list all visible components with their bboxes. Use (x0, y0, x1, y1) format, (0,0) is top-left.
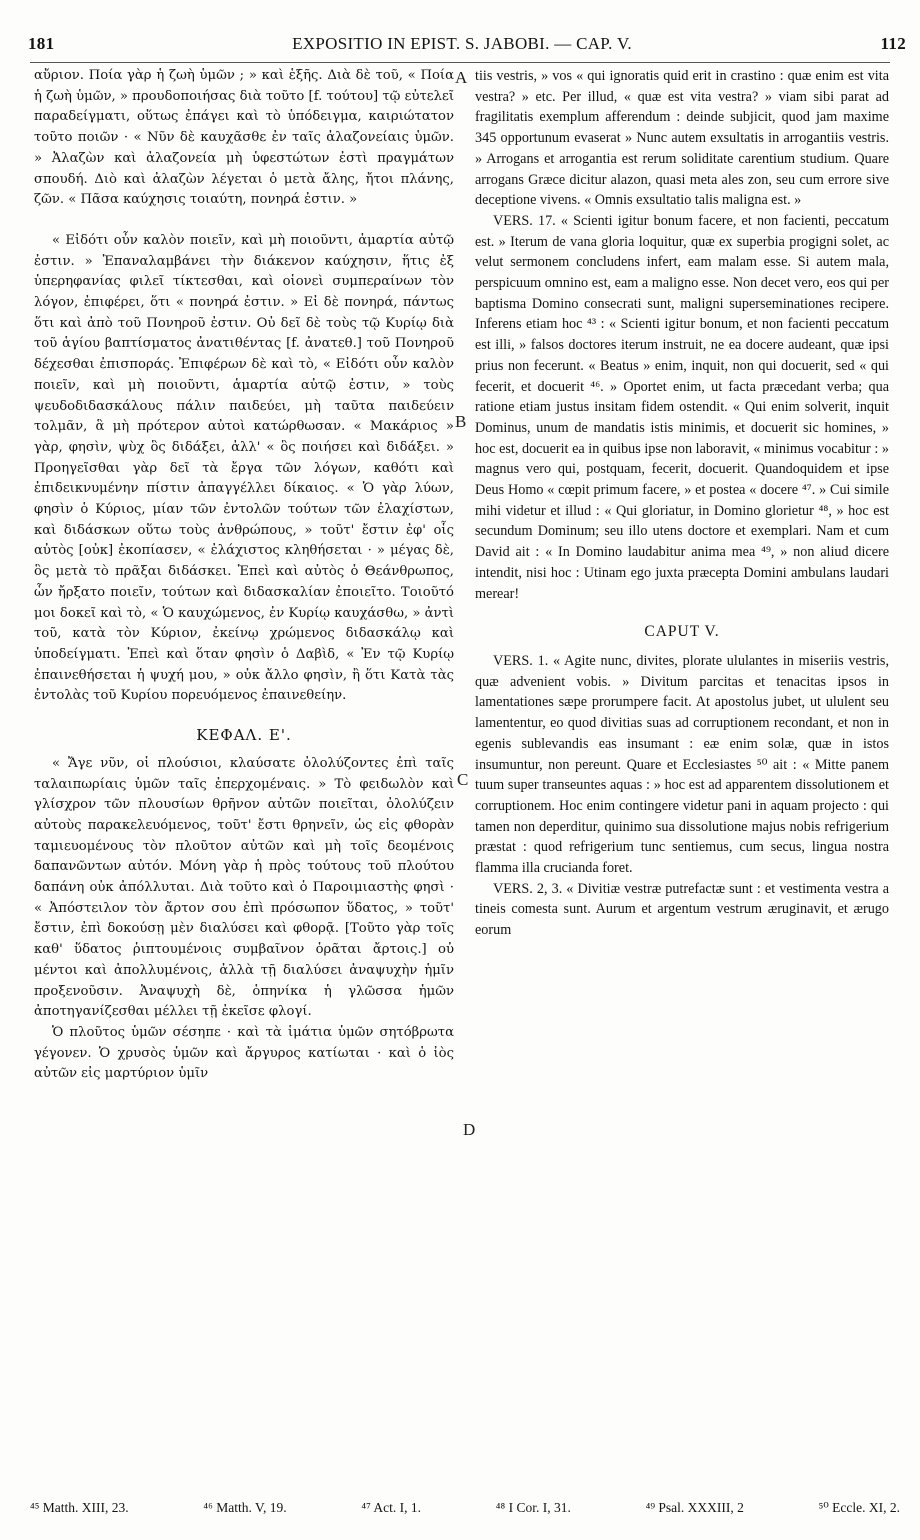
page-number-right: 112 (880, 34, 906, 53)
latin-paragraph: VERS. 1. « Agite nunc, divites, plorate ululantes in miseriis vestris, quæ advenient vobis. » Divitum parcitas et tenacitas ipsos in lamentationes sæpe prorumpere facit. At apostolus jubet, ut ululent seu lamententur, eo quod divitias suas ad corruptionem recondant, et non in egenis sublevandis eas insumant : eæ enim solæ, quæ in istos insumuntur, non pereunt. Quare et Ecclesiastes ⁵⁰ ait : « Mitte panem tuum super transeuntes aquas : » hoc est ad apparentem dissolutionem et corruptionem. Hoc enim contingere videtur pani in aquam projecto : qui tamen non deperditur, quinimo sua dissolutione majus nobis refrigerium præstat : quod refrigerium tunc sentiemus, cum secus, lingua nostra flamma illa crucianda foret. (475, 652, 889, 877)
margin-marker-d: D (463, 1120, 476, 1139)
running-title: EXPOSITIO IN EPIST. S. JABOBI. — CAP. V. (292, 34, 632, 53)
latin-paragraph: VERS. 2, 3. « Divitiæ vestræ putrefactæ sunt : et vestimenta vestra a tineis comesta sunt. Aurum et argentum vestrum æruginavit, et ærugo eorum (475, 880, 889, 939)
footnote: ⁵⁰ Eccle. XI, 2. (818, 1500, 900, 1515)
latin-column (475, 66, 889, 941)
header-rule (30, 62, 890, 63)
footnotes (30, 1500, 900, 1524)
greek-paragraph: « Εἰδότι οὖν καλὸν ποιεῖν, καὶ μὴ ποιοῦντι, ἁμαρτία αὐτῷ ἐστιν. » Ἐπαναλαμβάνει τὴν διάκενον καύχησιν, ἥτις ἐξ ὑπερηφανίας φιλεῖ τίκτεσθαι, καὶ οἱονεὶ συμπεραίνων τὸν λόγον, ἐπιφέρει, ὅτι « πονηρά ἐστιν. » Εἰ δὲ πονηρά, πάντως ὅτι καὶ ἀπὸ τοῦ Πονηροῦ ἐστιν. Οὐ δεῖ δὲ τοὺς τῷ Κυρίῳ διὰ τοῦ ἁγίου βαπτίσματος ἀνατιθέντας [f. ἀνατεθ.] τοῦ Πονηροῦ δέχεσθαι ἐπισποράς. Ἐπιφέρων δὲ καὶ τὸ, « Εἰδότι οὖν καλὸν ποιεῖν, καὶ μὴ ποιοῦντι, ἁμαρτία αὐτῷ ἐστιν, » τοὺς ψευδοδιδασκάλους πάλιν παιδεύει, μὴ ταῦτα παιδεύειν τολμᾶν, ἃ μὴ πρότερον αὐτοὶ κατώρθωσαν. « Μακάριος » γὰρ, φησὶν, ψὺχ ὃς διδάξει, ἀλλ' « ὃς ποιήσει καὶ διδάξει. » Προηγεῖσθαι γὰρ δεῖ τὰ ἔργα τῶν λόγων, καθότι καὶ ἐπιδεικνυμένην πίστιν ἀπαγγέλλει δίκαιος. « Ὁ γὰρ λύων, φησὶν ὁ Κύριος, μίαν τῶν ἐντολῶν τούτων τῶν ἐλαχίστων, καὶ διδάσκων οὕτω τοὺς ἀνθρώπους, » τοῦτ' ἔστιν ἐφ' οἷς αὐτὸς [οὐκ] ἐκοπίασεν, « ἐλάχιστος κληθήσεται · » μέγας δὲ, ὃς μετὰ τὸ πρᾶξαι διδάσκει. Ἐπεὶ καὶ αὐτὸς ὁ Θεάνθρωπος, ὧν ἤρξατο ποιεῖν, τούτων καὶ διδασκαλίαν ἐποιεῖτο. Τοιοῦτό μοι δοκεῖ καὶ τὸ, « Ὁ καυχώμενος, ἐν Κυρίῳ καυχάσθω, » ἀντὶ τοῦ, κατὰ τὸν Κύριον, ἐκείνῳ χρώμενος διδασκάλῳ καὶ ὑποδείγματι. Ἐπεὶ καὶ ὅταν φησὶν ὁ Δαβὶδ, « Ἐν τῷ Κυρίῳ ἐπαινεθήσεται ἡ ψυχή μου, » οὐκ ἄλλο φησὶν, ἢ ὅτι Κατὰ τὰς ἐντολὰς τοῦ Κυρίου πορευόμενος ἐπαινεθείην. (34, 232, 454, 704)
margin-marker-c: C (457, 770, 469, 789)
footnote: ⁴⁵ Matth. XIII, 23. (30, 1500, 129, 1515)
latin-paragraph: tiis vestris, » vos « qui ignoratis quid erit in crastino : quæ enim est vita vestra? » etc. Per illud, « quæ est vita vestra? » viam sibi parat ad fragilitatis exemplum afferendum : deinde subjicit, quod jam maxime 345 opportunum evaserat » Nunc autem exsultatis in arrogantiis vestris. » Arrogans et arrogantia est rerum soliditate carentium studium. Quare arrogans Græce dicitur alazon, quasi meta ales zon, seu cum errore sive deceptione vivens. « Omnis exsultatio talis maligna est. » (475, 68, 889, 209)
latin-paragraph: VERS. 17. « Scienti igitur bonum facere, et non facienti, peccatum est. » Iterum de vana gloria loquitur, quæ ex superbia progigni solet, ac velut sermonem concludens infert, eam malam esse. Si autem mala, perspicuum omnino est, eam a maligno esse. Non decet vero, eos qui per baptisma Domino consecrati sunt, maligni superseminationes recipere. Inferens etiam hoc ⁴³ : « Scienti igitur bonum, et non facienti peccatum est illi, » falsos doctores iterum instruit, ne ea docere audeant, quæ ipsi prius non fecerunt. « Beatus » enim, inquit, non qui docuerit, sed « qui fecerit, et docuerit ⁴⁶. » Oportet enim, ut facta præcedant verba; qua ratione etiam justus insitam fidem ostendit. « Qui enim solverit, inquit Dominus, unum de mandatis istis minimis, et docuerit sic homines, » hoc est, docuerit ea in quibus ipse non laboravit, « minimus vocabitur : » magnus vero qui, postquam, fecerit, docuerit. Quandoquidem et ipse Deus Homo « cœpit primum facere, » et postea « docere ⁴⁷. » Cui simile mihi videtur et illud : « Qui gloriatur, in Domino glorietur ⁴⁸, » hoc est secundum Dominum; seu illo utens doctore et exemplari. Nam et cum David ait : « In Domino laudabitur anima mea ⁴⁹, » non aliud dicere intendit, nisi hoc : Utinam ego juxta præcepta Domini ambulans laudari merear! (475, 212, 889, 602)
footnote: ⁴⁸ I Cor. I, 31. (495, 1500, 571, 1515)
greek-column (34, 66, 454, 1085)
latin-chapter-heading: CAPUT V. (644, 623, 720, 641)
running-head (18, 28, 906, 62)
margin-marker-b: B (455, 412, 467, 431)
footnote: ⁴⁶ Matth. V, 19. (203, 1500, 287, 1515)
greek-paragraph: αὔριον. Ποία γὰρ ἡ ζωὴ ὑμῶν ; » καὶ ἑξῆς. Διὰ δὲ τοῦ, « Ποία ἡ ζωὴ ὑμῶν, » προυδοποιήσας διὰ τοῦτο [f. τούτου] τῷ εὐτελεῖ παραδείγματι, οὕτως ἐπάγει καὶ τὸ ὑπόδειγμα, καιριώτατον τοῦτο ποιῶν · « Νῦν δὲ καυχᾶσθε ἐν ταῖς ἀλαζονείαις ὑμῶν. » Ἀλαζὼν καὶ ἀλαζονεία μὴ ὑφεστώτων ἐστὶ πραγμάτων σπουδή. Διὸ καὶ ἀλαζὼν λέγεται ὁ μετὰ ἄλης, ἤτοι πλάνης, ζῶν. « Πᾶσα καύχησις τοιαύτη, πονηρά ἐστιν. » (34, 68, 454, 208)
greek-paragraph: Ὁ πλοῦτος ὑμῶν σέσηπε · καὶ τὰ ἱμάτια ὑμῶν σητόβρωτα γέγονεν. Ὁ χρυσὸς ὑμῶν καὶ ἄργυρος κατίωται · καὶ ὁ ἰὸς αὐτῶν εἰς μαρτύριον ὑμῖν (34, 1024, 454, 1082)
footnote: ⁴⁷ Act. I, 1. (361, 1500, 422, 1515)
greek-chapter-heading: ΚΕΦΑΛ. Ε'. (196, 726, 292, 745)
margin-marker-a: A (455, 68, 468, 87)
footnote: ⁴⁹ Psal. XXXIII, 2 (645, 1500, 744, 1515)
greek-paragraph: « Ἄγε νῦν, οἱ πλούσιοι, κλαύσατε ὀλολύζοντες ἐπὶ ταῖς ταλαιπωρίαις ὑμῶν ταῖς ἐπερχομέναις. » Τὸ φειδωλὸν καὶ γλίσχρον τῶν πλουσίων θρῆνον αὐτῶν ποιεῖται, ὀλολύζειν αὐτοὺς παρακελευόμενος, τοῦτ' ἔστι θρηνεῖν, ὡς εἰς φθορὰν ταμιευομένους τὸν πλοῦτον αὐτῶν καὶ μὴ τοῖς δεομένοις δαπανῶντων αὐτόν. Μόνη γὰρ ἡ πρὸς τούτους τοῦ πλούτου δαπάνη οὐκ ἀπόλλυται. Διὰ τοῦτο καὶ ὁ Παροιμιαστὴς φησὶ · « Ἀπόστειλον τὸν ἄρτον σου ἐπὶ πρόσωπον ὕδατος, » τοῦτ' ἔστιν, ἐπὶ δοκούσῃ μὲν διαλύσει καὶ φθορᾷ. [Τοῦτο γὰρ τοῖς καθ' ὕδατος ῥιπτουμένοις συμβαῖνον ὁρᾶται ἄρτοις.] οὐ μέντοι καὶ ἀπολλυμένοις, ἀλλὰ τῇ διαλύσει ἀναψυχὴν ἡμῖν προξενοῦσιν. Ἀναψυχὴ δὲ, ὁπηνίκα ἡ γλῶσσα ἡμῶν ἀποτηγανίζεσθαι μέλλει τῇ ἐκεῖσε φλογί. (34, 755, 454, 1020)
page-number-left: 181 (28, 34, 55, 53)
